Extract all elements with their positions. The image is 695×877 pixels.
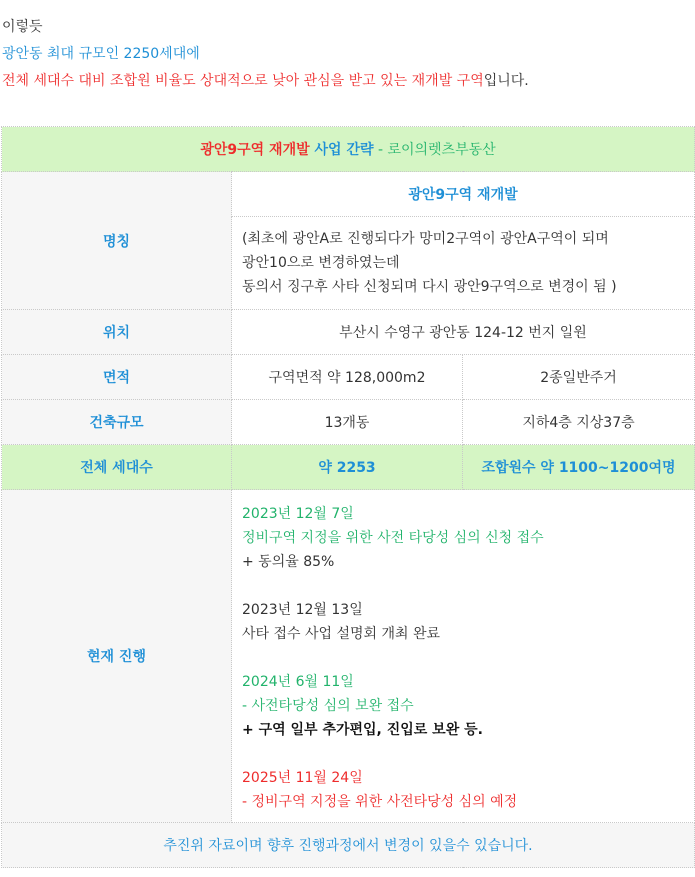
progress-text-3: - 사전타당성 심의 보완 접수 (242, 698, 414, 714)
area-value: 구역면적 약 128,000m2 (232, 355, 463, 400)
header-source: 로이의렛츠부동산 (387, 142, 496, 158)
buildings-value: 13개동 (232, 400, 463, 445)
table-row (2, 172, 695, 217)
table-row (2, 445, 695, 490)
floors-value: 지하4층 지상37층 (463, 400, 695, 445)
name-label: 명칭 (2, 172, 232, 310)
progress-date-4: 2025년 11월 24일 (242, 770, 363, 786)
table-header (2, 127, 695, 172)
intro-line-2: 광안동 최대 규모인 2250세대에 (2, 46, 200, 62)
progress-text-1: 정비구역 지정을 위한 사전 타당성 심의 신청 접수 (242, 530, 544, 546)
progress-details (232, 490, 695, 823)
table-row (2, 355, 695, 400)
zoning-value: 2종일반주거 (463, 355, 695, 400)
progress-extra-3: + 구역 일부 추가편입, 진입로 보완 등. (242, 722, 483, 738)
header-title-red: 광안9구역 재개발 (200, 142, 310, 158)
progress-text-4: - 정비구역 지정을 위한 사전타당성 심의 예정 (242, 794, 518, 810)
progress-date-3: 2024년 6월 11일 (242, 674, 354, 690)
progress-date-2: 2023년 12월 13일 (242, 602, 363, 618)
table-footer-row (2, 823, 695, 868)
table-row (2, 400, 695, 445)
progress-date-1: 2023년 12월 7일 (242, 506, 354, 522)
progress-extra-1: + 동의율 85% (242, 554, 335, 570)
intro-line-1: 이렇듯 (2, 19, 43, 35)
name-desc-line-3: 동의서 징구후 사타 신청되며 다시 광안9구역으로 변경이 됨 ) (242, 279, 617, 295)
header-dash: - (373, 142, 388, 158)
project-summary-table (1, 126, 695, 868)
header-title-blue: 사업 간략 (314, 142, 374, 158)
intro-tail: 입니다. (483, 73, 529, 89)
location-value: 부산시 수영구 광안동 124-12 번지 일원 (232, 310, 695, 355)
table-row (2, 490, 695, 823)
households-label: 전체 세대수 (2, 445, 232, 490)
progress-label: 현재 진행 (2, 490, 232, 823)
intro-text (2, 14, 529, 95)
table-row (2, 310, 695, 355)
households-value: 약 2253 (232, 445, 463, 490)
location-label: 위치 (2, 310, 232, 355)
area-label: 면적 (2, 355, 232, 400)
table-footer-note: 추진위 자료이며 향후 진행과정에서 변경이 있을수 있습니다. (2, 823, 695, 868)
scale-label: 건축규모 (2, 400, 232, 445)
intro-highlight: 전체 세대수 대비 조합원 비율도 상대적으로 낮아 관심을 받고 있는 재개발 구역 (2, 73, 484, 89)
name-title: 광안9구역 재개발 (232, 172, 695, 217)
table-header-row (2, 127, 695, 172)
name-desc-line-1: (최초에 광안A로 진행되다가 망미2구역이 광안A구역이 되며 (242, 231, 609, 247)
name-description (232, 217, 695, 310)
progress-text-2: 사타 접수 사업 설명회 개최 완료 (242, 626, 441, 642)
name-desc-line-2: 광안10으로 변경하였는데 (242, 255, 400, 271)
intro-line-3 (2, 68, 529, 95)
members-value: 조합원수 약 1100~1200여명 (463, 445, 695, 490)
